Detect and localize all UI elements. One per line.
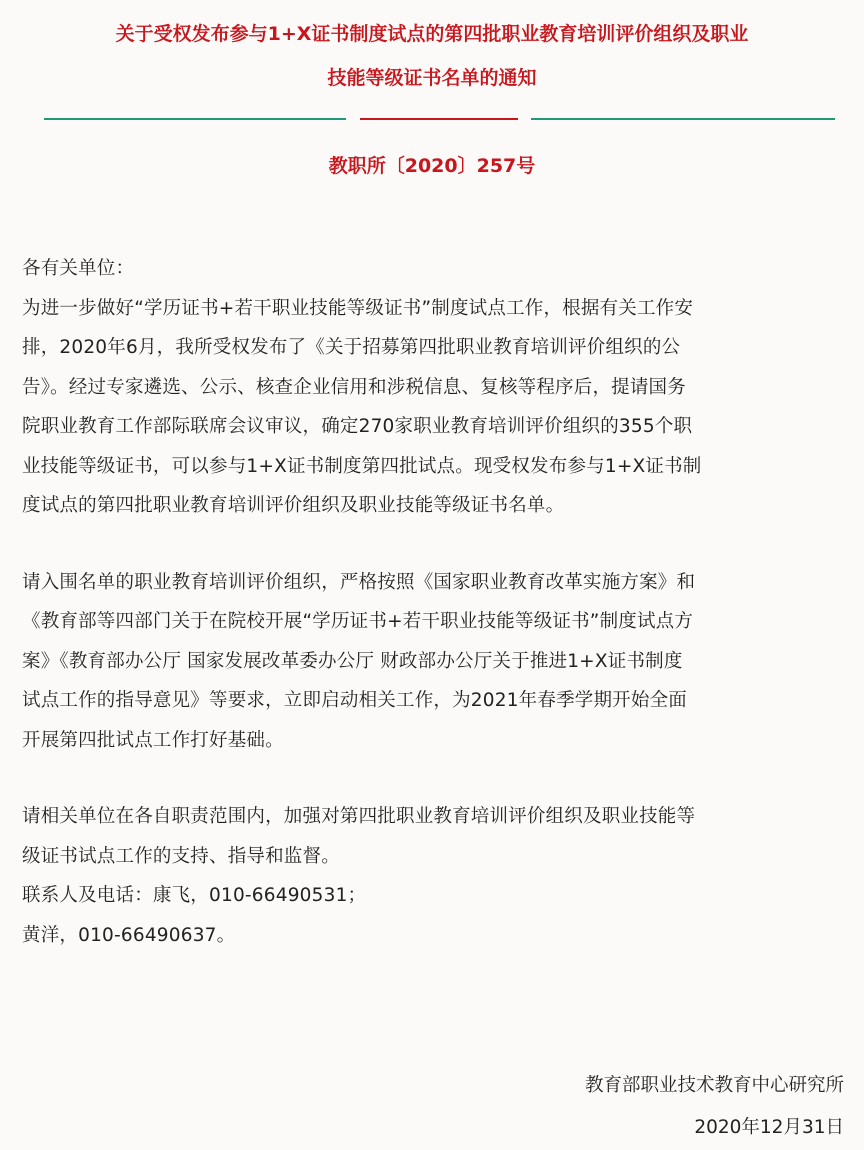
document-title-line-1: 关于受权发布参与1+X证书制度试点的第四批职业教育培训评价组织及职业: [115, 23, 749, 45]
paragraph-line: 请入围名单的职业教育培训评价组织，严格按照《国家职业教育改革实施方案》和: [22, 571, 696, 593]
paragraph-line: 试点工作的指导意见》等要求，立即启动相关工作，为2021年春季学期开始全面: [22, 690, 687, 711]
contact-line-1: 联系人及电话：康飞，010-66490531；: [22, 885, 367, 906]
paragraph-spacer: [22, 760, 852, 797]
divider-left-green: [44, 118, 346, 120]
document-body: [22, 249, 852, 955]
paragraph-line: 级证书试点工作的支持、指导和监督。: [22, 845, 340, 867]
paragraph-line: 为进一步做好“学历证书+若干职业技能等级证书”制度试点工作，根据有关工作安: [22, 297, 694, 319]
salutation: 各有关单位：: [22, 258, 135, 279]
signature-organization: 教育部职业技术教育中心研究所: [584, 1075, 844, 1096]
paragraph-1: [22, 289, 852, 526]
paragraph-line: 度试点的第四批职业教育培训评价组织及职业技能等级证书名单。: [22, 495, 565, 516]
paragraph-3: [22, 797, 852, 876]
paragraph-2: [22, 563, 852, 761]
divider-center-red: [360, 118, 518, 120]
divider-right-green: [531, 118, 835, 120]
paragraph-line: 《教育部等四部门关于在院校开展“学历证书+若干职业技能等级证书”制度试点方: [22, 611, 694, 632]
paragraph-line: 院职业教育工作部际联席会议审议，确定270家职业教育培训评价组织的355个职: [22, 416, 693, 437]
paragraph-line: 排，2020年6月，我所受权发布了《关于招募第四批职业教育培训评价组织的公: [22, 337, 681, 358]
document-title-line-2: 技能等级证书名单的通知: [327, 67, 537, 89]
paragraph-line: 告》。经过专家遴选、公示、核查企业信用和涉税信息、复核等程序后，提请国务: [22, 376, 686, 398]
paragraph-spacer: [22, 526, 852, 563]
signature-date: 2020年12月31日: [694, 1117, 844, 1138]
paragraph-line: 请相关单位在各自职责范围内，加强对第四批职业教育培训评价组织及职业技能等: [22, 806, 696, 827]
paragraph-line: 案》《教育部办公厅 国家发展改革委办公厅 财政部办公厅关于推进1+X证书制度: [22, 650, 683, 672]
document-number: 教职所〔2020〕257号: [328, 155, 536, 177]
paragraph-line: 开展第四批试点工作打好基础。: [22, 729, 284, 751]
paragraph-line: 业技能等级证书，可以参与1+X证书制度第四批试点。现受权发布参与1+X证书制: [22, 455, 702, 477]
contact-line-2: 黄洋，010-66490637。: [22, 924, 236, 946]
